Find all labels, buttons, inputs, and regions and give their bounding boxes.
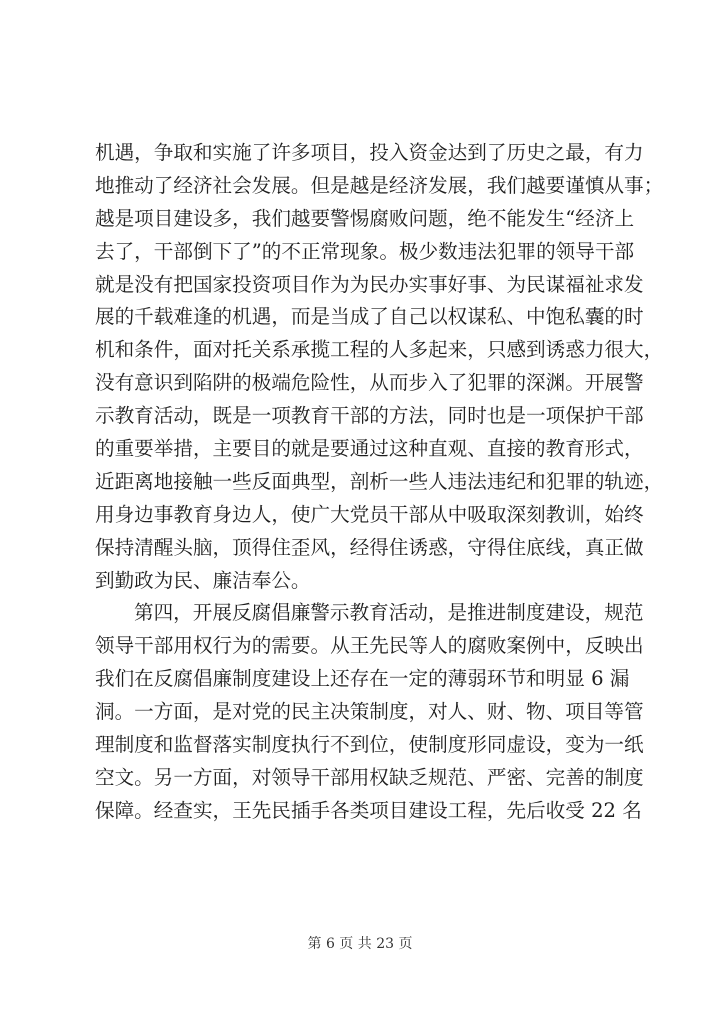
text-line: 就是没有把国家投资项目作为为民办实事好事、为民谋福祉求发 xyxy=(95,272,644,296)
text-line: 我们在反腐倡廉制度建设上还存在一定的薄弱环节和明显 6 漏 xyxy=(95,667,630,691)
page-number-label: 第 6 页 共 23 页 xyxy=(307,936,413,952)
text-line: 保障。经查实，王先民插手各类项目建设工程，先后收受 22 名 xyxy=(95,798,642,822)
text-line: 示教育活动，既是一项教育干部的方法，同时也是一项保护干部 xyxy=(95,404,644,428)
text-line: 近距离地接触一些反面典型，剖析一些人违法违纪和犯罪的轨迹， xyxy=(95,469,664,493)
text-line: 的重要举措，主要目的就是要通过这种直观、直接的教育形式， xyxy=(95,437,644,461)
text-line: 用身边事教育身边人，使广大党员干部从中吸取深刻教训，始终 xyxy=(95,502,644,526)
text-line: 洞。一方面，是对党的民主决策制度，对人、财、物、项目等管 xyxy=(95,700,644,724)
paragraph-first-line: 第四，开展反腐倡廉警示教育活动，是推进制度建设，规范 xyxy=(134,601,644,625)
text-line: 地推动了经济社会发展。但是越是经济发展，我们越要谨慎从事； xyxy=(95,173,664,197)
text-line: 空文。另一方面，对领导干部用权缺乏规范、严密、完善的制度 xyxy=(95,765,644,789)
text-line: 展的千载难逢的机遇，而是当成了自己以权谋私、中饱私囊的时 xyxy=(95,305,644,329)
text-line: 机遇，争取和实施了许多项目，投入资金达到了历史之最，有力 xyxy=(95,141,644,164)
page-footer xyxy=(0,933,720,953)
text-line: 机和条件，面对托关系承揽工程的人多起来，只感到诱惑力很大， xyxy=(95,338,664,362)
text-line: 领导干部用权行为的需要。从王先民等人的腐败案例中，反映出 xyxy=(95,634,644,658)
text-line: 越是项目建设多，我们越要警惕腐败问题，绝不能发生“经济上 xyxy=(95,206,635,230)
text-line: 到勤政为民、廉洁奉公。 xyxy=(95,568,311,592)
body-text xyxy=(95,137,664,828)
text-line: 没有意识到陷阱的极端危险性，从而步入了犯罪的深渊。开展警 xyxy=(95,371,644,395)
text-line: 理制度和监督落实制度执行不到位，使制度形同虚设，变为一纸 xyxy=(95,733,644,757)
text-line: 保持清醒头脑，顶得住歪风，经得住诱惑，守得住底线，真正做 xyxy=(95,535,644,559)
text-line: 去了，干部倒下了”的不正常现象。极少数违法犯罪的领导干部 xyxy=(95,239,635,263)
